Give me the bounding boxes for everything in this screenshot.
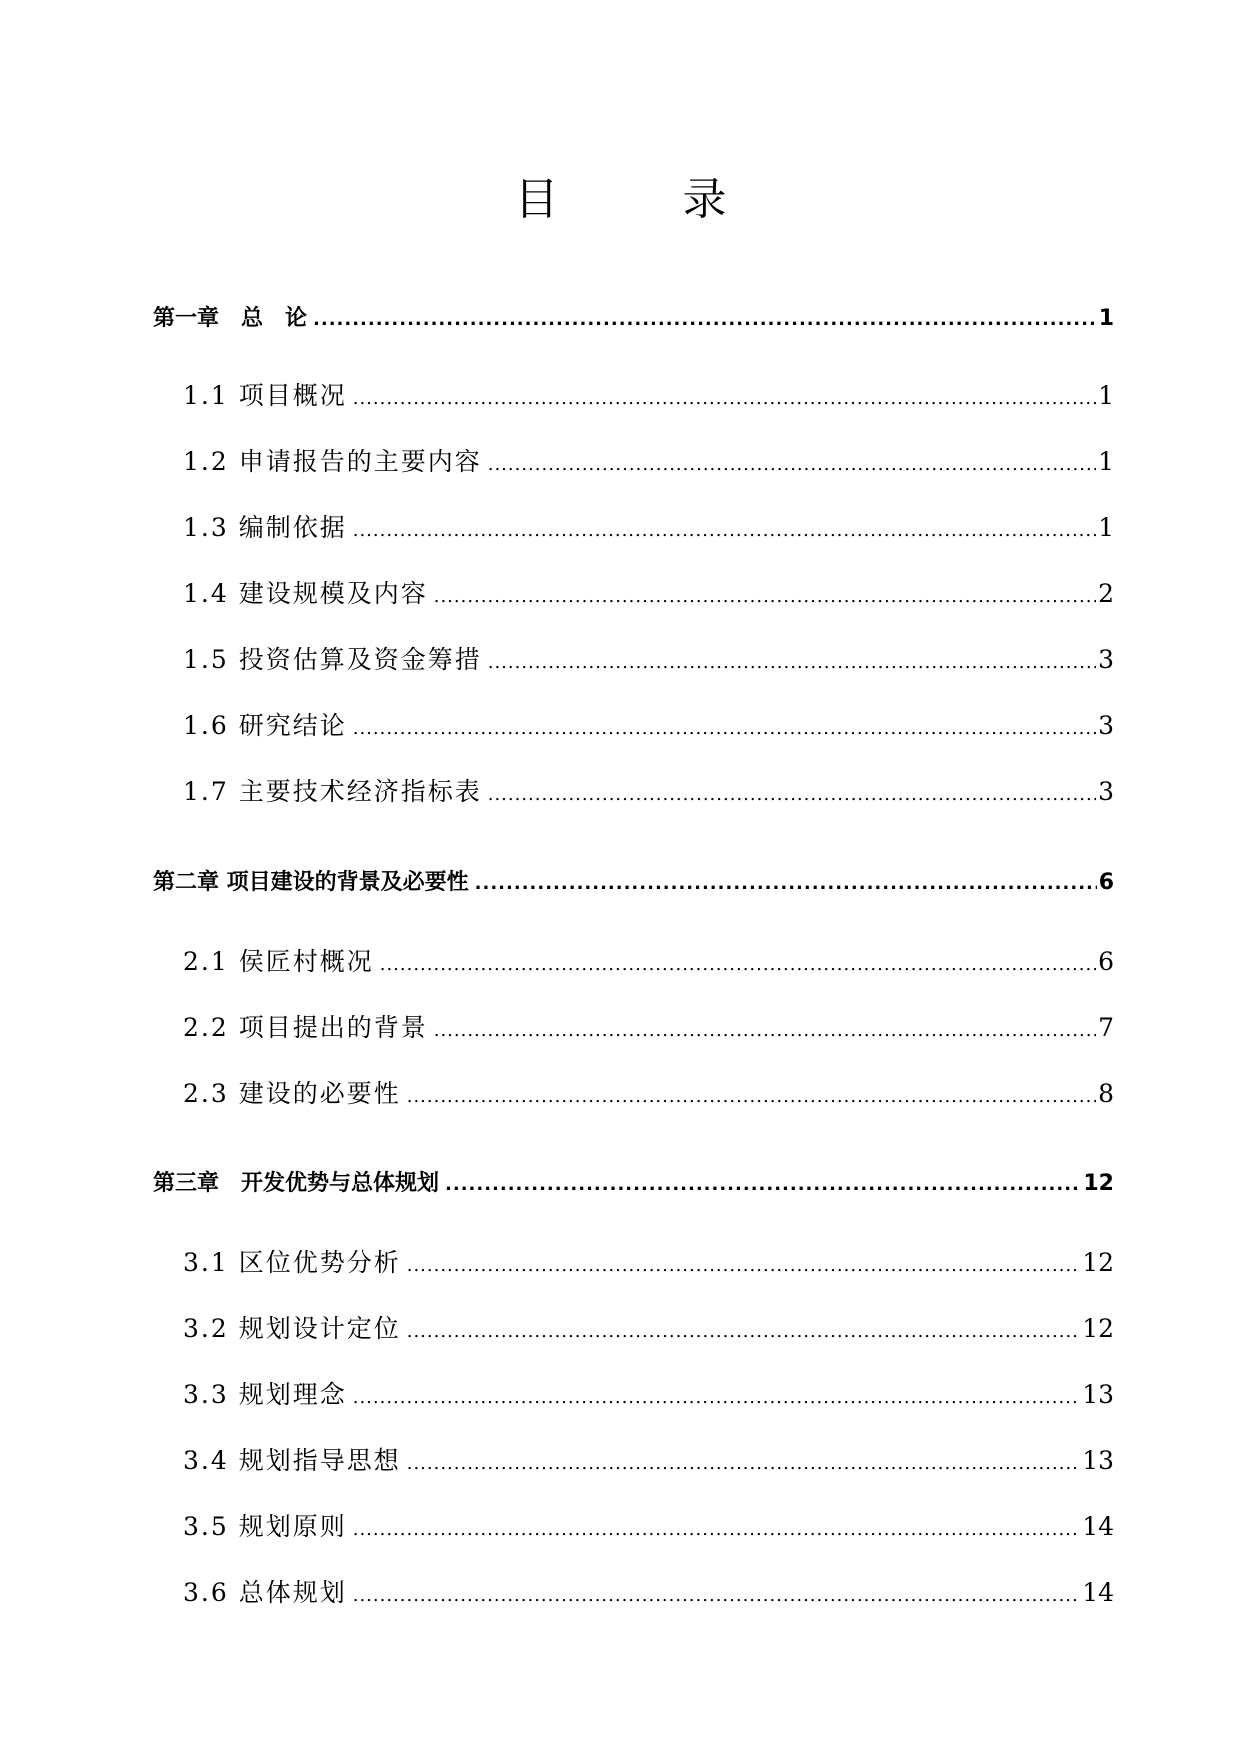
toc-page-number: 14	[1082, 1578, 1114, 1607]
toc-entry-label: 2.2 项目提出的背景	[183, 1013, 428, 1042]
toc-entry-label: 1.7 主要技术经济指标表	[183, 777, 482, 806]
toc-page-number: 13	[1082, 1380, 1114, 1409]
toc-page-number: 1	[1098, 447, 1114, 476]
toc-page-number: 6	[1098, 947, 1114, 976]
dot-leader	[407, 1444, 1080, 1484]
toc-section-3-5[interactable]	[183, 1507, 1114, 1547]
toc-entry-label: 3.1 区位优势分析	[183, 1248, 401, 1277]
dot-leader	[353, 1576, 1080, 1616]
toc-page-number: 8	[1098, 1079, 1114, 1108]
dot-leader	[353, 709, 1096, 749]
toc-entry-label: 3.3 规划理念	[183, 1380, 347, 1409]
toc-section-1-5[interactable]	[183, 640, 1114, 680]
dot-leader	[353, 1378, 1080, 1418]
dot-leader	[407, 1077, 1096, 1117]
toc-section-1-3[interactable]	[183, 508, 1114, 548]
toc-page-number: 14	[1082, 1512, 1114, 1541]
toc-entry-label: 1.2 申请报告的主要内容	[183, 447, 482, 476]
dot-leader	[434, 577, 1096, 617]
dot-leader	[445, 1165, 1081, 1205]
toc-entry-label: 第一章 总 论	[153, 306, 308, 331]
toc-section-3-2[interactable]	[183, 1309, 1114, 1349]
toc-page-number: 1	[1098, 513, 1114, 542]
toc-section-1-4[interactable]	[183, 574, 1114, 614]
toc-entry-label: 3.5 规划原则	[183, 1512, 347, 1541]
toc-page-number: 12	[1082, 1248, 1114, 1277]
toc-entry-label: 1.6 研究结论	[183, 711, 347, 740]
dot-leader	[488, 445, 1096, 485]
toc-entry-label: 1.5 投资估算及资金筹措	[183, 645, 482, 674]
toc-chapter-3[interactable]	[153, 1164, 1114, 1204]
dot-leader	[313, 300, 1097, 340]
toc-page-number: 7	[1098, 1013, 1114, 1042]
dot-leader	[353, 379, 1096, 419]
toc-section-3-3[interactable]	[183, 1375, 1114, 1415]
toc-page-number: 13	[1082, 1446, 1114, 1475]
toc-entry-label: 第二章 项目建设的背景及必要性	[153, 870, 469, 895]
toc-page-number: 6	[1098, 870, 1114, 895]
toc-section-1-1[interactable]	[183, 376, 1114, 416]
toc-entry-label: 第三章 开发优势与总体规划	[153, 1171, 440, 1196]
toc-page-number: 3	[1098, 777, 1114, 806]
toc-section-2-3[interactable]	[183, 1074, 1114, 1114]
page-title: 目 录	[514, 174, 767, 225]
toc-section-1-6[interactable]	[183, 706, 1114, 746]
toc-section-2-1[interactable]	[183, 942, 1114, 982]
dot-leader	[488, 643, 1096, 683]
toc-page-number: 3	[1098, 711, 1114, 740]
dot-leader	[353, 1510, 1080, 1550]
toc-page-number: 12	[1083, 1171, 1114, 1196]
toc-entry-label: 3.4 规划指导思想	[183, 1446, 401, 1475]
dot-leader	[380, 945, 1096, 985]
dot-leader	[407, 1246, 1080, 1286]
toc-section-1-2[interactable]	[183, 442, 1114, 482]
toc-page-number: 1	[1098, 306, 1114, 331]
dot-leader	[434, 1011, 1096, 1051]
dot-leader	[407, 1312, 1080, 1352]
toc-section-2-2[interactable]	[183, 1008, 1114, 1048]
toc-page-number: 12	[1082, 1314, 1114, 1343]
toc-entry-label: 3.2 规划设计定位	[183, 1314, 401, 1343]
toc-section-1-7[interactable]	[183, 772, 1114, 812]
dot-leader	[475, 864, 1097, 904]
toc-page-number: 2	[1098, 579, 1114, 608]
toc-entry-label: 1.1 项目概况	[183, 381, 347, 410]
toc-section-3-6[interactable]	[183, 1573, 1114, 1613]
toc-page-number: 1	[1098, 381, 1114, 410]
dot-leader	[353, 511, 1096, 551]
toc-chapter-2[interactable]	[153, 863, 1114, 903]
toc-section-3-4[interactable]	[183, 1441, 1114, 1481]
toc-chapter-1[interactable]	[153, 299, 1114, 339]
toc-entry-label: 2.3 建设的必要性	[183, 1079, 401, 1108]
toc-entry-label: 3.6 总体规划	[183, 1578, 347, 1607]
toc-entry-label: 1.4 建设规模及内容	[183, 579, 428, 608]
toc-page-number: 3	[1098, 645, 1114, 674]
toc-entry-label: 1.3 编制依据	[183, 513, 347, 542]
toc-section-3-1[interactable]	[183, 1243, 1114, 1283]
dot-leader	[488, 775, 1096, 815]
toc-entry-label: 2.1 侯匠村概况	[183, 947, 374, 976]
